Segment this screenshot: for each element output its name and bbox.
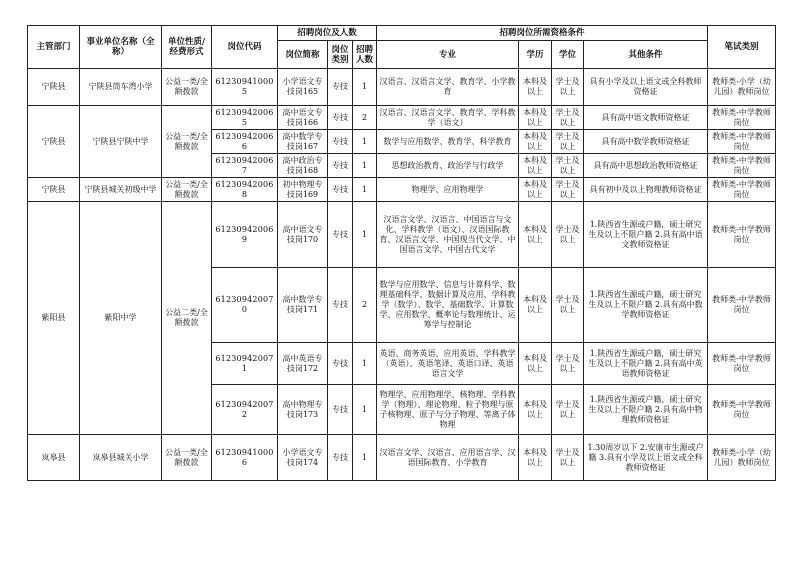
unit-cell: 岚皋县城关小学 [80,435,162,481]
code-cell: 612309420069 [212,202,278,268]
header-degree: 学位 [552,41,584,69]
post-type-cell: 专技 [328,130,353,154]
code-cell: 612309420066 [212,130,278,154]
major-cell: 物理学、应用物理学、核物理、学科教学（物理）、理论物理、粒子物理与原子核物理、原子与分子物理、等离子体物理 [377,385,519,435]
header-other: 其他条件 [584,41,708,69]
exam-cell: 教师类-小学（幼儿园）教师岗位 [708,435,776,481]
post-type-cell: 专技 [328,154,353,178]
count-cell: 1 [353,202,377,268]
post-type-cell: 专技 [328,106,353,130]
exam-cell: 教师类-中学教师岗位 [708,178,776,202]
unit-cell: 宁陕县筒车湾小学 [80,69,162,106]
exam-cell: 教师类-中学教师岗位 [708,343,776,385]
unit-cell: 宁陕县宁陕中学 [80,106,162,178]
count-cell: 1 [353,154,377,178]
code-cell: 612309420067 [212,154,278,178]
header-code: 岗位代码 [212,26,278,69]
header-exam: 笔试类别 [708,26,776,69]
post-name-cell: 高中政治专技岗168 [278,154,328,178]
other-cell: 具有高中思想政治教师资格证 [584,154,708,178]
major-cell: 数学与应用数学、教育学、科学教育 [377,130,519,154]
major-cell: 汉语言文学、汉语言、中国语言与文化、学科教学（语文）、汉语国际教育、汉语言文学、中国现当代文学、中国语言文学、中国古代文学 [377,202,519,268]
exam-cell: 教师类-中学教师岗位 [708,154,776,178]
major-cell: 思想政治教育、政治学与行政学 [377,154,519,178]
education-cell: 本科及以上 [519,106,552,130]
count-cell: 1 [353,178,377,202]
header-row-1 [28,26,776,41]
major-cell: 物理学、应用物理学 [377,178,519,202]
header-post-type: 岗位类别 [328,41,353,69]
other-cell: 1.30周岁以下 2.安康市生源或户籍 3.具有小学及以上语文或全科教师资格证 [584,435,708,481]
major-cell: 汉语言、汉语言文学、教育学、学科教学（语文） [377,106,519,130]
table-row [28,106,776,130]
post-type-cell: 专技 [328,435,353,481]
table-row [28,202,776,268]
other-cell: 1.陕西省生源或户籍，硕士研究生及以上不限户籍 2.具有高中语文教师资格证 [584,202,708,268]
post-name-cell: 高中数学专技岗167 [278,130,328,154]
post-type-cell: 专技 [328,385,353,435]
dept-cell: 宁陕县 [28,178,80,202]
education-cell: 本科及以上 [519,268,552,343]
dept-cell: 岚皋县 [28,435,80,481]
other-cell: 1.陕西省生源或户籍，硕士研究生及以上不限户籍 2.具有高中数学教师资格证 [584,268,708,343]
exam-cell: 教师类-中学教师岗位 [708,385,776,435]
post-name-cell: 小学语文专技岗165 [278,69,328,106]
post-type-cell: 专技 [328,343,353,385]
education-cell: 本科及以上 [519,130,552,154]
major-cell: 英语、商务英语、应用英语、学科教学（英语）、英语笔译、英语口译、英语语言文学 [377,343,519,385]
post-name-cell: 高中物理专技岗173 [278,385,328,435]
dept-cell: 紫阳县 [28,202,80,435]
exam-cell: 教师类-小学（幼儿园）教师岗位 [708,69,776,106]
post-type-cell: 专技 [328,202,353,268]
post-name-cell: 高中英语专技岗172 [278,343,328,385]
table-row [28,178,776,202]
code-cell: 612309420068 [212,178,278,202]
header-post-name: 岗位简称 [278,41,328,69]
count-cell: 1 [353,343,377,385]
code-cell: 612309420070 [212,268,278,343]
count-cell: 1 [353,435,377,481]
header-education: 学历 [519,41,552,69]
header-dept: 主管部门 [28,26,80,69]
degree-cell: 学士及以上 [552,268,584,343]
header-nature: 单位性质/经费形式 [162,26,212,69]
header-count: 招聘人数 [353,41,377,69]
dept-cell: 宁陕县 [28,106,80,178]
table-row [28,69,776,106]
recruitment-table [27,25,776,481]
header-unit: 事业单位名称（全称） [80,26,162,69]
post-type-cell: 专技 [328,178,353,202]
degree-cell: 学士及以上 [552,178,584,202]
code-cell: 612309420072 [212,385,278,435]
education-cell: 本科及以上 [519,178,552,202]
degree-cell: 学士及以上 [552,69,584,106]
dept-cell: 宁陕县 [28,69,80,106]
header-group-requirements: 招聘岗位所需资格条件 [377,26,708,41]
exam-cell: 教师类-中学教师岗位 [708,130,776,154]
major-cell: 汉语言、汉语言文学、教育学、小学教育 [377,69,519,106]
education-cell: 本科及以上 [519,343,552,385]
nature-cell: 公益一类/全额拨款 [162,178,212,202]
degree-cell: 学士及以上 [552,343,584,385]
major-cell: 数学与应用数学、信息与计算科学、数理基础科学、数据计算及应用、学科教学（数学）、数学、基础数学、计算数学、应用数学、概率论与数理统计、运筹学与控制论 [377,268,519,343]
post-name-cell: 初中物理专技岗169 [278,178,328,202]
header-major: 专业 [377,41,519,69]
education-cell: 本科及以上 [519,435,552,481]
major-cell: 汉语言文学、汉语言、应用语言学、汉语国际教育、小学教育 [377,435,519,481]
degree-cell: 学士及以上 [552,202,584,268]
other-cell: 具有高中语文教师资格证 [584,106,708,130]
post-name-cell: 小学语文专技岗174 [278,435,328,481]
code-cell: 612309410005 [212,69,278,106]
degree-cell: 学士及以上 [552,130,584,154]
degree-cell: 学士及以上 [552,385,584,435]
post-name-cell: 高中数学专技岗171 [278,268,328,343]
exam-cell: 教师类-中学教师岗位 [708,202,776,268]
other-cell: 1.陕西省生源或户籍，硕士研究生及以上不限户籍 2.具有高中物理教师资格证 [584,385,708,435]
nature-cell: 公益一类/全额拨款 [162,106,212,178]
degree-cell: 学士及以上 [552,106,584,130]
count-cell: 1 [353,69,377,106]
header-group-positions: 招聘岗位及人数 [278,26,377,41]
education-cell: 本科及以上 [519,69,552,106]
code-cell: 612309420071 [212,343,278,385]
unit-cell: 宁陕县城关初级中学 [80,178,162,202]
code-cell: 612309410006 [212,435,278,481]
exam-cell: 教师类-中学教师岗位 [708,106,776,130]
education-cell: 本科及以上 [519,385,552,435]
post-name-cell: 高中语文专技岗166 [278,106,328,130]
degree-cell: 学士及以上 [552,435,584,481]
nature-cell: 公益一类/全额拨款 [162,435,212,481]
nature-cell: 公益二类/全额拨款 [162,202,212,435]
post-type-cell: 专技 [328,268,353,343]
count-cell: 2 [353,268,377,343]
post-name-cell: 高中语文专技岗170 [278,202,328,268]
other-cell: 1.陕西省生源或户籍，硕士研究生及以上不限户籍 2.具有高中英语教师资格证 [584,343,708,385]
other-cell: 具有高中数学教师资格证 [584,130,708,154]
code-cell: 612309420065 [212,106,278,130]
count-cell: 1 [353,385,377,435]
degree-cell: 学士及以上 [552,154,584,178]
exam-cell: 教师类-中学教师岗位 [708,268,776,343]
unit-cell: 紫阳中学 [80,202,162,435]
other-cell: 具有小学及以上语文或全科教师资格证 [584,69,708,106]
table-row [28,435,776,481]
education-cell: 本科及以上 [519,202,552,268]
post-type-cell: 专技 [328,69,353,106]
education-cell: 本科及以上 [519,154,552,178]
count-cell: 1 [353,130,377,154]
nature-cell: 公益一类/全额拨款 [162,69,212,106]
count-cell: 2 [353,106,377,130]
other-cell: 具有初中及以上物理教师资格证 [584,178,708,202]
